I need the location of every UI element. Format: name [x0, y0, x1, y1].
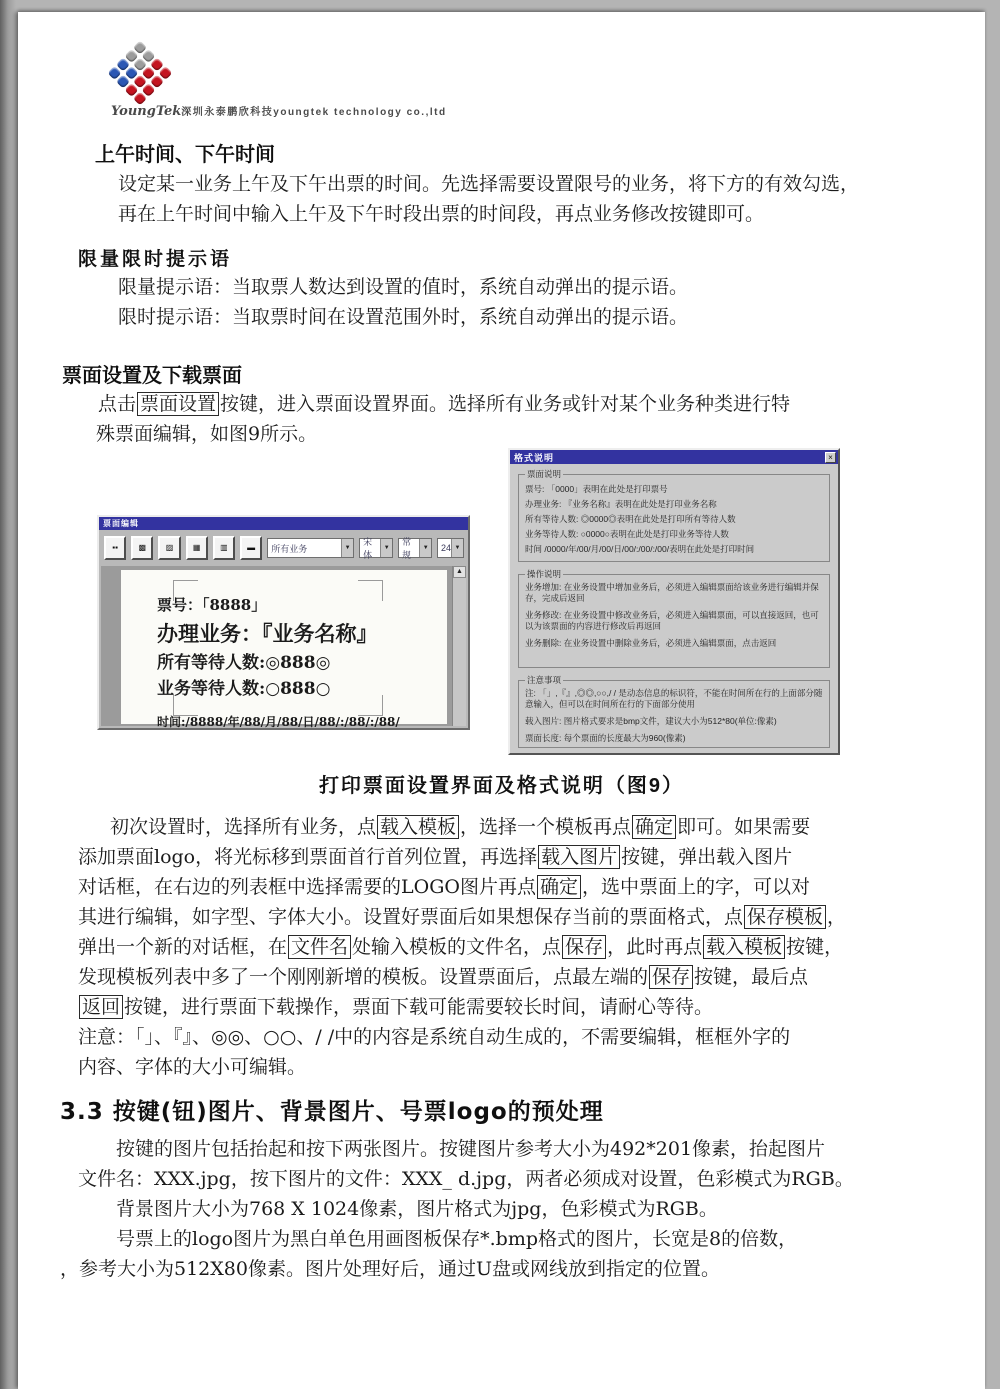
document-page [18, 12, 985, 1389]
text-line: 注意：「」、『』、◎◎、○○、/ /中的内容是系统自动生成的，不需要编辑，框框外字的 [78, 1026, 791, 1048]
text-line: 对话框，在右边的列表框中选择需要的LOGO图片再点 确定 ，选中票面上的字，可以对 [78, 876, 810, 898]
text-line: 业务等待人数: ○0000○表明在此处是打印业务等待人数 [525, 529, 729, 539]
text-line: 内容、字体的大小可编辑。 [78, 1056, 307, 1078]
ticket-all-waiting-line: 所有等待人数:◎888◎ [157, 653, 331, 673]
text-line: 背景图片大小为768 X 1024像素，图片格式为jpg，色彩模式为RGB。 [116, 1198, 718, 1220]
editor-toolbar-button-3: ▨ [158, 536, 180, 560]
button-name-reference: 保存 [562, 935, 606, 959]
business-select-value: 所有业务 [271, 543, 308, 554]
editor-toolbar-button-4: ▦ [186, 536, 208, 560]
company-name-line [111, 102, 447, 120]
text-line: 票面长度: 每个票面的长度最大为960(像素) [525, 733, 686, 743]
group-lines [525, 582, 823, 649]
paragraph-ticket-face-setup [96, 389, 956, 449]
ticket-service-waiting-line: 业务等待人数:○888○ [157, 679, 331, 699]
font-size-value: 24 [441, 543, 452, 553]
text-line: 注: 「」,『』,◎◎,○○,/ / 是动态信息的标识符，不能在时间所在行的上面部分随意输入，但可以在时间所在行的下面部分使用 [525, 688, 823, 709]
text-line: 时间 /0000/年/00/月/00/日/00/:/00/:/00/表明在此处是打印时间 [525, 544, 755, 554]
text-line: 点击 票面设置 按键，进入票面设置界面。选择所有业务或针对某个业务种类进行特 [98, 393, 791, 415]
button-name-reference: 载入模板 [377, 815, 459, 839]
button-name-reference: 文件名 [288, 935, 351, 959]
editor-toolbar-button-6: ▬ [240, 536, 262, 560]
button-name-reference: 票面设置 [137, 392, 219, 416]
ticket-preview-text [157, 592, 400, 733]
font-style-dropdown [398, 538, 432, 558]
text-line: 再在上午时间中输入上午及下午时段出票的时间段，再点业务修改按键即可。 [118, 203, 765, 225]
text-line: 限量提示语：当取票人数达到设置的值时，系统自动弹出的提示语。 [118, 276, 689, 298]
editor-toolbar [99, 530, 468, 566]
text-line: 票号: 「0000」表明在此处是打印票号 [525, 484, 668, 494]
dropdown-arrow-icon: ▼ [380, 539, 392, 557]
text-line: 限时提示语：当取票时间在设置范围外时，系统自动弹出的提示语。 [118, 306, 689, 328]
dialog-title-bar [510, 450, 838, 464]
company-logo [93, 38, 493, 118]
text-line: 设定某一业务上午及下午出票的时间。先选择需要设置限号的业务，将下方的有效勾选， [118, 173, 860, 195]
heading-morning-afternoon-time: 上午时间、下午时间 [95, 142, 275, 166]
paragraph-image-preprocessing [60, 1134, 958, 1284]
close-icon: × [825, 452, 836, 463]
text-line: 业务增加: 在业务设置中增加业务后，必须进入编辑票面给该业务进行编辑并保存，完成后返回 [525, 582, 819, 603]
text-line: 殊票面编辑，如图9所示。 [96, 423, 318, 445]
heading-section-3-3: 3.3 按键(钮)图片、背景图片、号票logo的预处理 [60, 1099, 604, 1125]
text-line: 添加票面logo，将光标移到票面首行首列位置，再选择 载入图片 按键，弹出载入图片 [78, 846, 793, 868]
editor-toolbar-button-2: ▩ [131, 536, 153, 560]
ticket-number-line: 票号：「8888」 [157, 596, 267, 614]
group-lines [525, 688, 823, 744]
group-ticket-face-notes [518, 468, 830, 562]
button-name-reference: 载入模板 [703, 935, 785, 959]
text-line: 号票上的logo图片为黑白单色用画图板保存*.bmp格式的图片，长宽是8的倍数， [116, 1228, 798, 1250]
group-title: 注意事项 [527, 675, 562, 685]
group-lines [525, 482, 823, 557]
ticket-editor-window-screenshot [97, 515, 470, 730]
paragraph-template-instructions [78, 812, 958, 1082]
paragraph-limit-prompts [118, 272, 968, 332]
scroll-up-arrow-icon: ▲ [453, 566, 466, 578]
button-name-reference: 保存 [649, 965, 693, 989]
button-name-reference: 载入图片 [538, 845, 620, 869]
button-name-reference: 返回 [79, 995, 123, 1019]
logo-diamond-icon [107, 40, 172, 105]
ticket-business-line: 办理业务：『业务名称』 [157, 621, 378, 646]
editor-toolbar-button-5: ▥ [213, 536, 235, 560]
text-line: 载入图片: 图片格式要求是bmp文件，建议大小为512*80(单位:像素) [525, 716, 777, 726]
text-line: 业务删除: 在业务设置中删除业务后，必须进入编辑票面，点击返回 [525, 638, 777, 648]
heading-limit-prompts: 限量限时提示语 [78, 248, 233, 270]
font-family-value: 宋体 [363, 537, 373, 560]
format-explanation-dialog-screenshot [508, 448, 840, 755]
ticket-preview [121, 570, 447, 729]
editor-scrollbar [452, 566, 466, 726]
text-line: 初次设置时，选择所有业务，点 载入模板 ，选择一个模板再点 确定 即可。如果需要 [110, 816, 811, 838]
company-name: 深圳永泰鹏欣科技youngtek technology co.,ltd [181, 107, 447, 118]
group-title: 操作说明 [527, 569, 562, 579]
button-name-reference: 确定 [632, 815, 676, 839]
heading-ticket-face-setup: 票面设置及下载票面 [62, 363, 242, 387]
editor-toolbar-save-button: ▪▪ [104, 536, 126, 560]
dropdown-arrow-icon: ▼ [451, 539, 463, 557]
text-line: 返回 按键，进行票面下载操作，票面下载可能需要较长时间，请耐心等待。 [78, 992, 958, 1022]
editor-title-bar: 票面编辑 [99, 517, 468, 530]
text-line: 文件名：XXX.jpg，按下图片的文件：XXX_ d.jpg，两者必须成对设置，色彩模式为RGB。 [78, 1168, 854, 1190]
button-name-reference: 确定 [537, 875, 581, 899]
group-operation-notes [518, 568, 830, 668]
text-line: 其进行编辑，如字型、字体大小。设置好票面后如果想保存当前的票面格式，点 保存模板 ， [78, 906, 847, 928]
text-line: 业务修改: 在业务设置中修改业务后，必须进入编辑票面，可以直接返回，也可以为该票面的内容进行修改后再返回 [525, 610, 819, 631]
dialog-title: 格式说明 [514, 452, 555, 463]
font-family-dropdown [359, 538, 393, 558]
dropdown-arrow-icon: ▼ [341, 539, 353, 557]
button-name-reference: 保存模板 [744, 905, 826, 929]
brand-name: YoungTek [111, 104, 182, 119]
text-line: 办理业务: 『业务名称』表明在此处是打印业务名称 [525, 499, 717, 509]
font-style-value: 常规 [402, 537, 412, 560]
text-line: ，参考大小为512X80像素。图片处理好后，通过U盘或网线放到指定的位置。 [60, 1258, 720, 1280]
business-select-dropdown [267, 538, 354, 558]
text-line: 弹出一个新的对话框，在 文件名 处输入模板的文件名，点 保存 ，此时再点 载入模板 按键， [78, 936, 844, 958]
text-line: 发现模板列表中多了一个刚刚新增的模板。设置票面后，点最左端的 保存 按键，最后点 [78, 966, 809, 988]
ticket-time-line: 时间:/8888/年/88/月/88/日/88/:/88/:/88/ [157, 715, 400, 729]
text-line: 按键的图片包括抬起和按下两张图片。按键图片参考大小为492*201像素，抬起图片 [116, 1138, 826, 1160]
group-cautions [518, 674, 830, 748]
editor-canvas [101, 566, 466, 729]
dropdown-arrow-icon: ▼ [419, 539, 431, 557]
font-size-dropdown [437, 538, 464, 558]
text-line: 所有等待人数: ◎0000◎表明在此处是打印所有等待人数 [525, 514, 736, 524]
group-title: 票面说明 [527, 469, 562, 479]
paragraph-morning-afternoon [118, 169, 968, 229]
figure-caption: 打印票面设置界面及格式说明（图9） [318, 775, 685, 797]
